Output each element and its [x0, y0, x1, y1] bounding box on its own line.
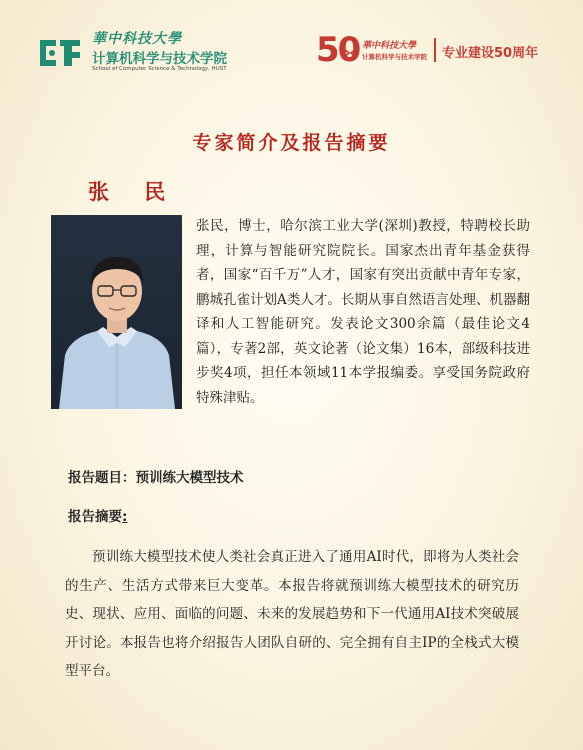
school-logo-icon	[36, 32, 84, 74]
anniversary-school-name: 计算机科学与技术学院	[362, 53, 427, 61]
report-topic-label: 报告题目：	[68, 470, 136, 486]
report-abstract-label: 报告摘要	[68, 509, 122, 525]
report-topic	[68, 466, 244, 486]
anniversary-slogan: 专业建设50周年	[442, 46, 539, 61]
school-name-english: School of Computer Science & Technology, HUST	[92, 66, 227, 72]
report-topic-title: 预训练大模型技术	[135, 470, 244, 486]
page-title: 专家简介及报告摘要	[192, 132, 391, 154]
speaker-portrait-icon	[51, 215, 182, 409]
speaker-photo	[51, 215, 182, 409]
anniversary-university-name: 華中科技大學	[362, 41, 417, 51]
report-abstract: 预训练大模型技术使人类社会真正进入了通用AI时代，即将为人类社会的生产、生活方式带来巨大变革。本报告将就预训练大模型技术的研究历史、现状、应用、面临的问题、未来的发展趋势和下一代通用AI技术突破展开讨论。本报告也将介绍报告人团队自研的、完全拥有自主IP的全栈式大模型平台。	[65, 549, 519, 679]
speaker-bio: 张民，博士，哈尔滨工业大学(深圳)教授，特聘校长助理，计算与智能研究院院长。国家杰出青年基金获得者，国家“百千万”人才，国家有突出贡献中青年专家，鹏城孔雀计划A类人才。长期从事自然语言处理、机器翻译和人工智能研究。发表论文300余篇（最佳论文4篇），专著2部，英文论著（论文集）16本，部级科技进步奖4项，担任本领域11本学报编委。享受国务院政府特殊津贴。	[196, 218, 530, 406]
page-header	[0, 0, 583, 90]
report-abstract-heading	[68, 505, 127, 525]
anniversary-number: 50	[316, 30, 360, 70]
school-name: 计算机科学与技术学院	[92, 51, 227, 67]
divider	[434, 38, 436, 62]
speaker-name: 张 民	[88, 180, 180, 204]
anniversary-badge	[316, 30, 566, 74]
report-abstract-colon: :	[122, 509, 128, 525]
university-name: 華中科技大學	[92, 31, 182, 47]
anniversary-emblem-icon	[343, 48, 357, 58]
